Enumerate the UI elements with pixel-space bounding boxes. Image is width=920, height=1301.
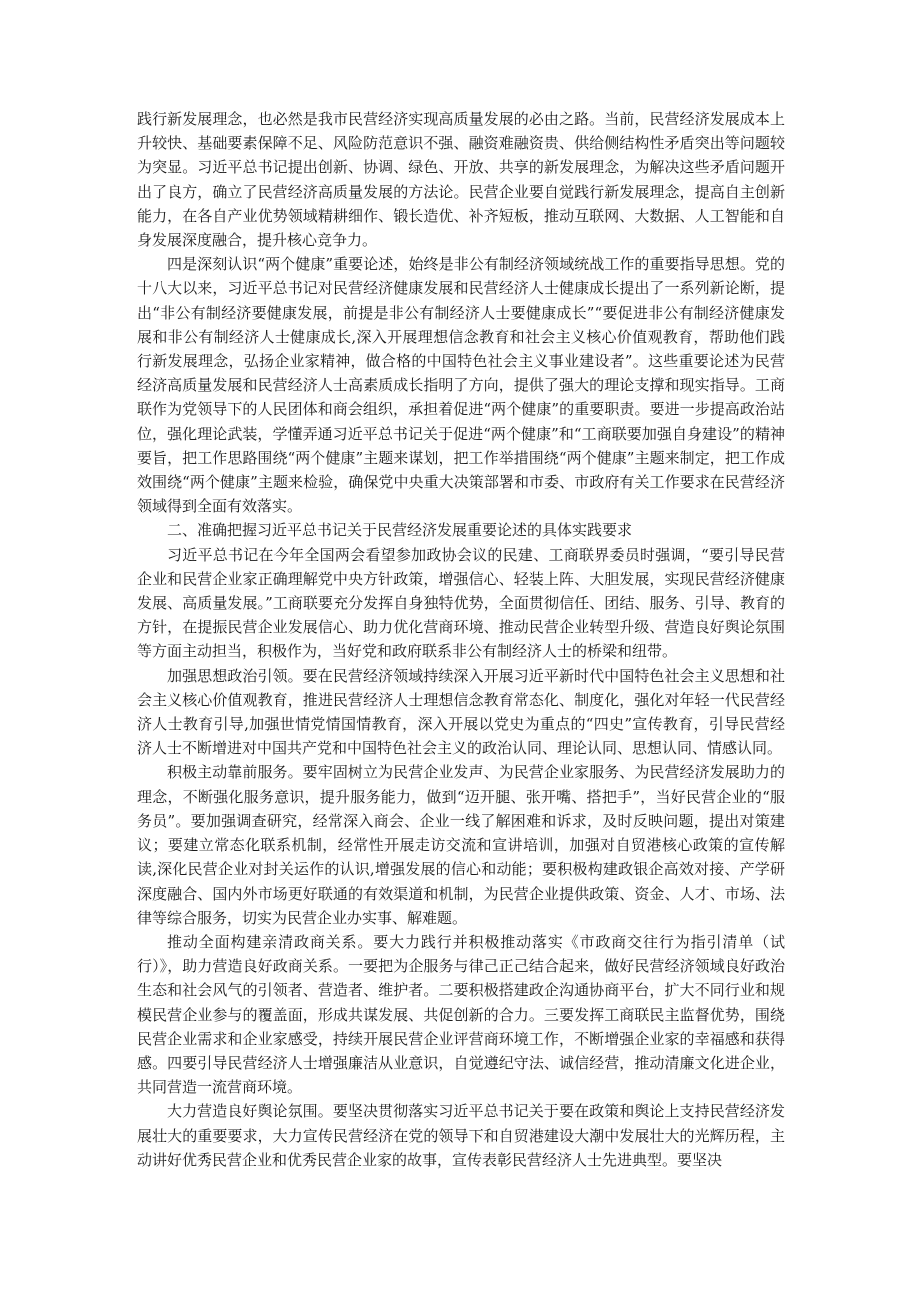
paragraph-4: 加强思想政治引领。要在民营经济领域持续深入开展习近平新时代中国特色社会主义思想和社会主义核心价值观教育，推进民营经济人士理想信念教育常态化、制度化，强化对年轻一代民营经济人士教育引导,加强世情党情国情教育，深入开展以党史为重点的“四史”宣传教育，引导民营经济人士不断增进对中国共产党和中国特色社会主义的政治认同、理论认同、思想认同、情感认同。: [137, 666, 785, 758]
section-heading: 二、准确把握习近平总书记关于民营经济发展重要论述的具体实践要求: [167, 521, 633, 540]
document-body: [137, 107, 785, 1172]
paragraph-5: 积极主动靠前服务。要牢固树立为民营企业发声、为民营企业家服务、为民营经济发展助力的理念，不断强化服务意识，提升服务能力，做到“迈开腿、张开嘴、搭把手”，当好民营企业的“服务员”。要加强调查研究，经常深入商会、企业一线了解困难和诉求，及时反映问题，提出对策建议；要建立常态化联系机制，经常性开展走访交流和宣讲培训，加强对自贸港核心政策的宣传解读,深化民营企业对封关运作的认识,增强发展的信心和动能；要积极构建政银企高效对接、产学研深度融合、国内外市场更好联通的有效渠道和机制，为民营企业提供政策、资金、人才、市场、法律等综合服务，切实为民营企业办实事、解难题。: [137, 763, 785, 927]
paragraph-1: 践行新发展理念，也必然是我市民营经济实现高质量发展的必由之路。当前，民营经济发展成本上升较快、基础要素保障不足、风险防范意识不强、融资难融资贵、供给侧结构性矛盾突出等问题较为突显。习近平总书记提出创新、协调、绿色、开放、共享的新发展理念，为解决这些矛盾问题开出了良方，确立了民营经济高质量发展的方法论。民营企业要自觉践行新发展理念，提高自主创新能力，在各自产业优势领域精耕细作、锻长造优、补齐短板，推动互联网、大数据、人工智能和自身发展深度融合，提升核心竞争力。: [137, 110, 785, 250]
paragraph-3: 习近平总书记在今年全国两会看望参加政协会议的民建、工商联界委员时强调，“要引导民营企业和民营企业家正确理解党中央方针政策，增强信心、轻装上阵、大胆发展，实现民营经济健康发展、高质量发展。”工商联要充分发挥自身独特优势，全面贯彻信任、团结、服务、引导、教育的方针，在提振民营企业发展信心、助力优化营商环境、推动民营企业转型升级、营造良好舆论氛围等方面主动担当，积极作为，当好党和政府联系非公有制经济人士的桥梁和纽带。: [137, 545, 785, 661]
paragraph-7: 大力营造良好舆论氛围。要坚决贯彻落实习近平总书记关于要在政策和舆论上支持民营经济发展壮大的重要要求，大力宣传民营经济在党的领导下和自贸港建设大潮中发展壮大的光辉历程，主动讲好优秀民营企业和优秀民营企业家的故事，宣传表彰民营经济人士先进典型。要坚决: [137, 1102, 785, 1169]
paragraph-2: 四是深刻认识“两个健康”重要论述，始终是非公有制经济领域统战工作的重要指导思想。党的十八大以来，习近平总书记对民营经济健康发展和民营经济人士健康成长提出了一系列新论断，提出“非公有制经济要健康发展，前提是非公有制经济人士要健康成长”“要促进非公有制经济健康发展和非公有制经济人士健康成长,深入开展理想信念教育和社会主义核心价值观教育，帮助他们践行新发展理念，弘扬企业家精神，做合格的中国特色社会主义事业建设者”。这些重要论述为民营经济高质量发展和民营经济人士高素质成长指明了方向，提供了强大的理论支撑和现实指导。工商联作为党领导下的人民团体和商会组织，承担着促进“两个健康”的重要职责。要进一步提高政治站位，强化理论武装，学懂弄通习近平总书记关于促进“两个健康”和“工商联要加强自身建设”的精神要旨，把工作思路围绕“两个健康”主题来谋划，把工作举措围绕“两个健康”主题来制定，把工作成效围绕“两个健康”主题来检验，确保党中央重大决策部署和市委、市政府有关工作要求在民营经济领域得到全面有效落实。: [137, 255, 785, 516]
paragraph-6: 推动全面构建亲清政商关系。要大力践行并积极推动落实《市政商交往行为指引清单（试行）》，助力营造良好政商关系。一要把为企服务与律己正己结合起来，做好民营经济领域良好政治生态和社会风气的引领者、营造者、维护者。二要积极搭建政企沟通协商平台，扩大不同行业和规模民营企业参与的覆盖面，形成共谋发展、共促创新的合力。三要发挥工商联民主监督优势，围绕民营企业需求和企业家感受，持续开展民营企业评营商环境工作，不断增强企业家的幸福感和获得感。四要引导民营经济人士增强廉洁从业意识，自觉遵纪守法、诚信经营，推动清廉文化进企业，共同营造一流营商环境。: [137, 932, 785, 1097]
